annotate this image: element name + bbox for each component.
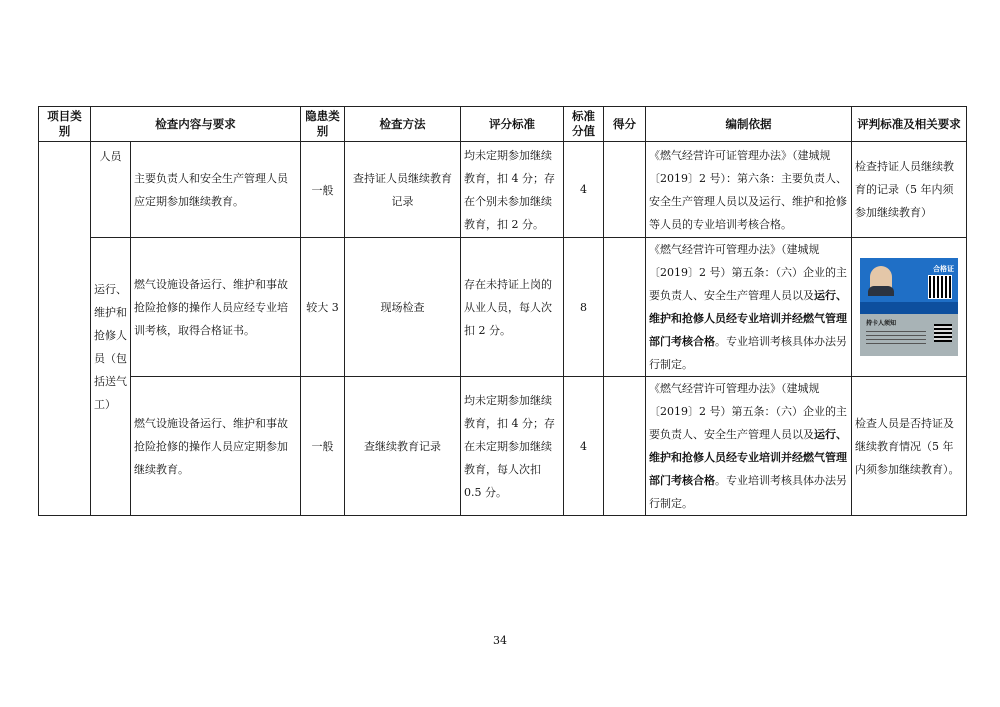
basis-text: 《燃气经营许可管理办法》（建城规〔2019〕2 号）第五条：（六）企业的主要负责人、安全生产管理人员以及 (649, 382, 847, 441)
certificate-title: 合格证 (933, 265, 954, 273)
content-cell: 燃气设施设备运行、维护和事故抢险抢修的操作人员应定期参加继续教育。 (131, 377, 301, 516)
header-judge: 评判标准及相关要求 (852, 107, 967, 142)
certificate-fine-print (866, 328, 926, 344)
hazard-cell: 一般 (301, 142, 345, 238)
score-cell (604, 142, 646, 238)
content-cell: 主要负责人和安全生产管理人员应定期参加继续教育。 (131, 142, 301, 238)
header-category: 项目类别 (39, 107, 91, 142)
basis-bold-text: 运行、维护和抢修人员经专业培训并经燃气管理部门考核合格 (649, 289, 847, 348)
qr-code-icon (928, 275, 952, 299)
std-score-cell: 8 (564, 238, 604, 377)
criteria-cell: 均未定期参加继续教育，扣 4 分；存在未定期参加继续教育，每人次扣 0.5 分。 (461, 377, 564, 516)
header-criteria: 评分标准 (461, 107, 564, 142)
score-cell (604, 238, 646, 377)
table-row (39, 377, 967, 516)
page-number: 34 (493, 634, 507, 647)
header-hazard: 隐患类别 (301, 107, 345, 142)
criteria-cell: 存在未持证上岗的从业人员，每人次扣 2 分。 (461, 238, 564, 377)
subcategory-cell: 运行、维护和抢修人员（包括送气工） (91, 238, 131, 516)
content-cell: 燃气设施设备运行、维护和事故抢险抢修的操作人员应经专业培训考核，取得合格证书。 (131, 238, 301, 377)
hazard-cell: 一般 (301, 377, 345, 516)
subcategory-cell: 人员 (91, 142, 131, 238)
hazard-cell: 较大 3 (301, 238, 345, 377)
qr-code-icon (934, 324, 952, 342)
basis-text: 《燃气经营许可管理办法》（建城规〔2019〕2 号）第五条：（六）企业的主要负责人、安全生产管理人员以及 (649, 243, 847, 302)
basis-bold-text: 运行、维护和抢修人员经专业培训并经燃气管理部门考核合格 (649, 428, 847, 487)
judge-cell (852, 238, 967, 377)
table-header-row (39, 107, 967, 142)
header-content: 检查内容与要求 (91, 107, 301, 142)
header-method: 检查方法 (345, 107, 461, 142)
judge-cell: 检查人员是否持证及继续教育情况（5 年内须参加继续教育）。 (852, 377, 967, 516)
method-cell: 查继续教育记录 (345, 377, 461, 516)
category-cell (39, 142, 91, 516)
person-photo (870, 266, 892, 294)
header-score: 得分 (604, 107, 646, 142)
basis-text: 。专业培训考核具体办法另行制定。 (649, 474, 847, 510)
basis-cell: 《燃气经营许可证管理办法》（建城规〔2019〕2 号）：第六条：主要负责人、安全生产管理人员以及运行、维护和抢修等人员的专业培训考核合格。 (646, 142, 852, 238)
certificate-back-title: 持卡人须知 (866, 320, 897, 327)
std-score-cell: 4 (564, 377, 604, 516)
table-row (39, 142, 967, 238)
basis-cell (646, 238, 852, 377)
certificate-image (860, 258, 958, 356)
basis-cell (646, 377, 852, 516)
std-score-cell: 4 (564, 142, 604, 238)
method-cell: 查持证人员继续教育记录 (345, 142, 461, 238)
inspection-table (38, 106, 967, 516)
score-cell (604, 377, 646, 516)
method-cell: 现场检查 (345, 238, 461, 377)
basis-text: 。专业培训考核具体办法另行制定。 (649, 335, 847, 371)
table-row (39, 238, 967, 377)
criteria-cell: 均未定期参加继续教育，扣 4 分；存在个别未参加继续教育，扣 2 分。 (461, 142, 564, 238)
header-std-score: 标准分值 (564, 107, 604, 142)
header-basis: 编制依据 (646, 107, 852, 142)
judge-cell: 检查持证人员继续教育的记录（5 年内须参加继续教育） (852, 142, 967, 238)
